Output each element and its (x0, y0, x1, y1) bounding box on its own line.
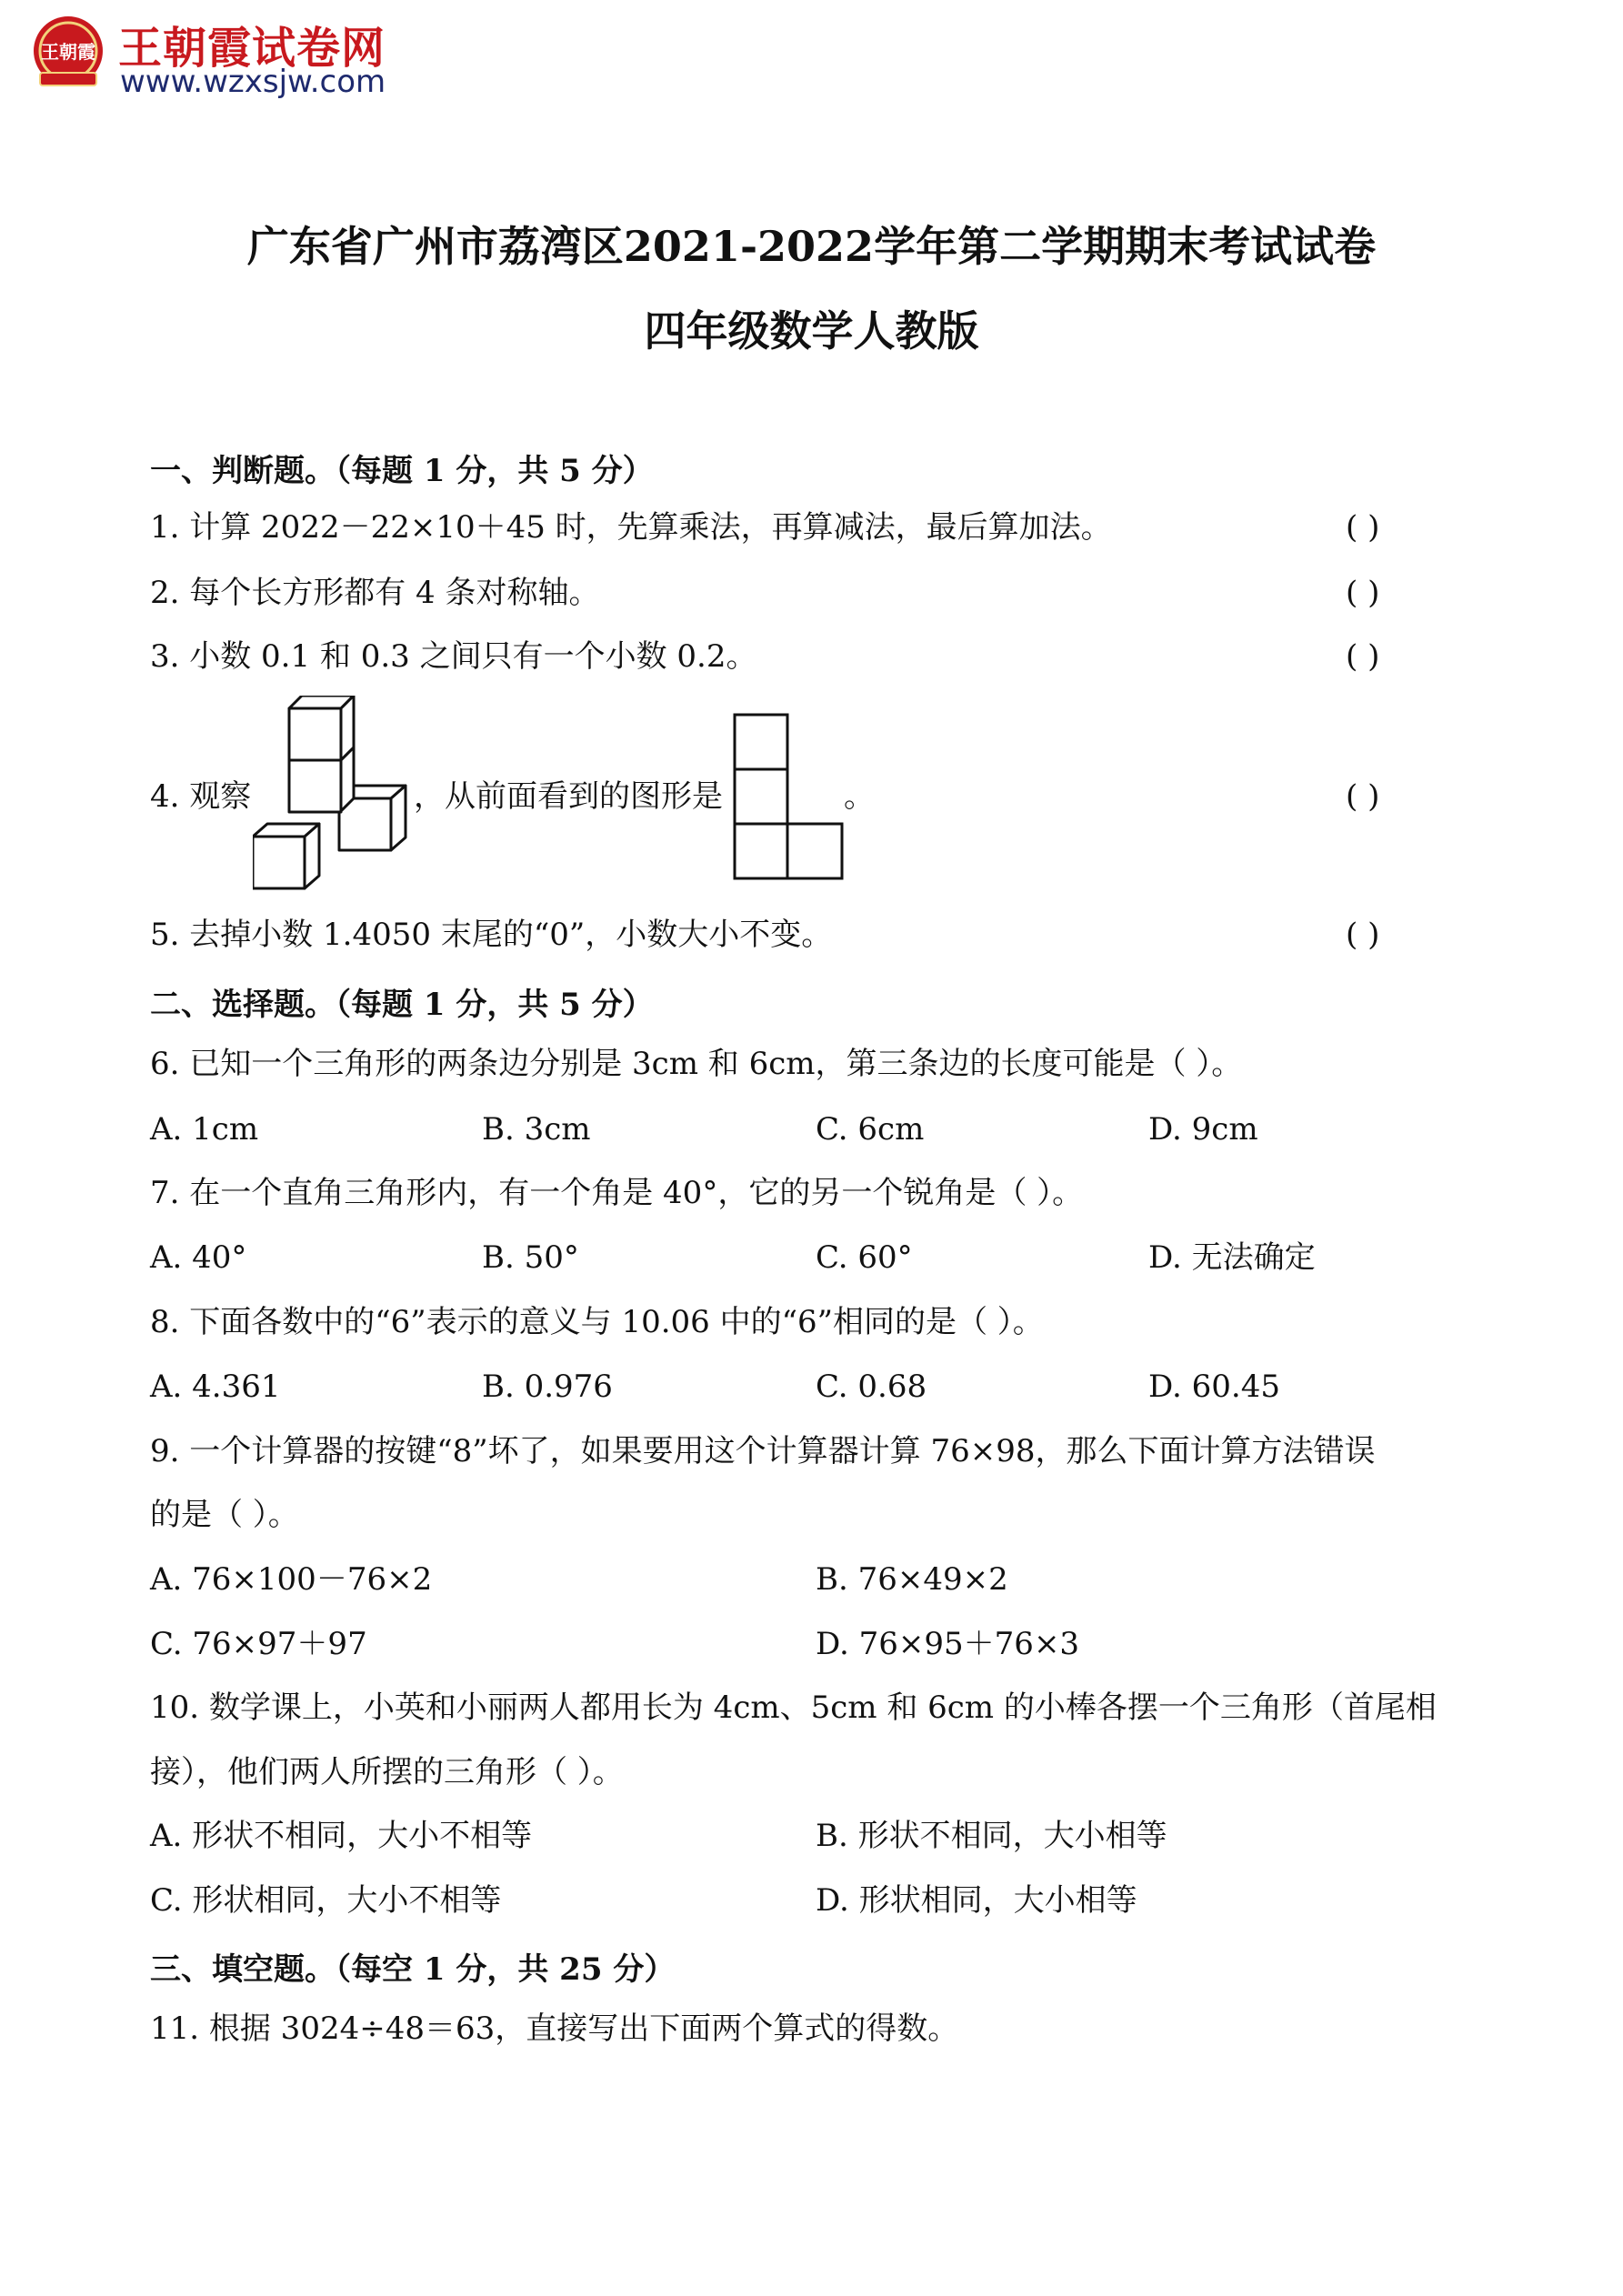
page-title: 广东省广州市荔湾区2021-2022学年第二学期期末考试试卷 (246, 222, 1377, 271)
site-logo (27, 13, 409, 104)
q6-option-d: D. 9cm (1148, 1111, 1258, 1148)
question-10-line-1: 10. 数学课上，小英和小丽两人都用长为 4cm、5cm 和 6cm 的小棒各摆一个三角形（首尾相 (150, 1689, 1437, 1726)
question-5: 5. 去掉小数 1.4050 末尾的“0”，小数大小不变。 (150, 917, 833, 953)
seal-text: 王朝霞 (41, 41, 95, 63)
site-name: 王朝霞试卷网 (118, 23, 386, 74)
question-1: 1. 计算 2022－22×10＋45 时，先算乘法，再算减法，最后算加法。 (150, 509, 1112, 546)
section-2-heading: 二、选择题。（每题 1 分，共 5 分） (150, 987, 654, 1023)
front-view-figure (733, 713, 846, 880)
question-6: 6. 已知一个三角形的两条边分别是 3cm 和 6cm，第三条边的长度可能是（ ）。 (150, 1046, 1243, 1082)
answer-paren-4: ( ) (1346, 778, 1380, 815)
answer-paren-5: ( ) (1346, 917, 1380, 953)
q9-option-b: B. 76×49×2 (816, 1561, 1008, 1598)
q8-option-d: D. 60.45 (1148, 1369, 1280, 1405)
question-4-middle: ，从前面看到的图形是 (414, 778, 723, 815)
site-url: www.wzxsjw.com (120, 64, 386, 100)
q6-option-c: C. 6cm (816, 1111, 925, 1148)
question-3: 3. 小数 0.1 和 0.3 之间只有一个小数 0.2。 (150, 638, 757, 675)
q8-option-b: B. 0.976 (482, 1369, 613, 1405)
q10-option-a: A. 形状不相同，大小不相等 (150, 1818, 533, 1854)
q9-option-a: A. 76×100－76×2 (150, 1561, 433, 1598)
q8-option-c: C. 0.68 (816, 1369, 927, 1405)
question-7: 7. 在一个直角三角形内，有一个角是 40°，它的另一个锐角是（ ）。 (150, 1175, 1084, 1211)
q7-option-d: D. 无法确定 (1148, 1239, 1316, 1276)
question-4-end: 。 (844, 778, 875, 815)
q10-option-c: C. 形状相同，大小不相等 (150, 1882, 502, 1919)
question-4-start: 4. 观察 (150, 778, 252, 815)
q7-option-a: A. 40° (150, 1239, 247, 1276)
seal-icon (27, 13, 109, 95)
answer-paren-3: ( ) (1346, 638, 1380, 675)
q10-option-b: B. 形状不相同，大小相等 (816, 1818, 1167, 1854)
q7-option-c: C. 60° (816, 1239, 913, 1276)
answer-paren-2: ( ) (1346, 575, 1380, 611)
q9-option-c: C. 76×97＋97 (150, 1626, 367, 1662)
cube-stack-figure (253, 696, 407, 900)
question-11: 11. 根据 3024÷48＝63，直接写出下面两个算式的得数。 (150, 2010, 959, 2047)
q9-option-d: D. 76×95＋76×3 (816, 1626, 1080, 1662)
question-8: 8. 下面各数中的“6”表示的意义与 10.06 中的“6”相同的是（ ）。 (150, 1304, 1044, 1340)
question-2: 2. 每个长方形都有 4 条对称轴。 (150, 575, 600, 611)
answer-paren-1: ( ) (1346, 509, 1380, 546)
q10-option-d: D. 形状相同，大小相等 (816, 1882, 1137, 1919)
question-9-line-2: 的是（ ）。 (150, 1497, 299, 1533)
q6-option-b: B. 3cm (482, 1111, 591, 1148)
section-1-heading: 一、判断题。（每题 1 分，共 5 分） (150, 453, 654, 489)
page-subtitle: 四年级数学人教版 (644, 306, 979, 356)
question-10-line-2: 接），他们两人所摆的三角形（ ）。 (150, 1754, 624, 1790)
q7-option-b: B. 50° (482, 1239, 579, 1276)
q6-option-a: A. 1cm (150, 1111, 259, 1148)
question-9-line-1: 9. 一个计算器的按键“8”坏了，如果要用这个计算器计算 76×98，那么下面计算方法错误 (150, 1433, 1376, 1469)
section-3-heading: 三、填空题。（每空 1 分，共 25 分） (150, 1951, 676, 1988)
q8-option-a: A. 4.361 (150, 1369, 281, 1405)
